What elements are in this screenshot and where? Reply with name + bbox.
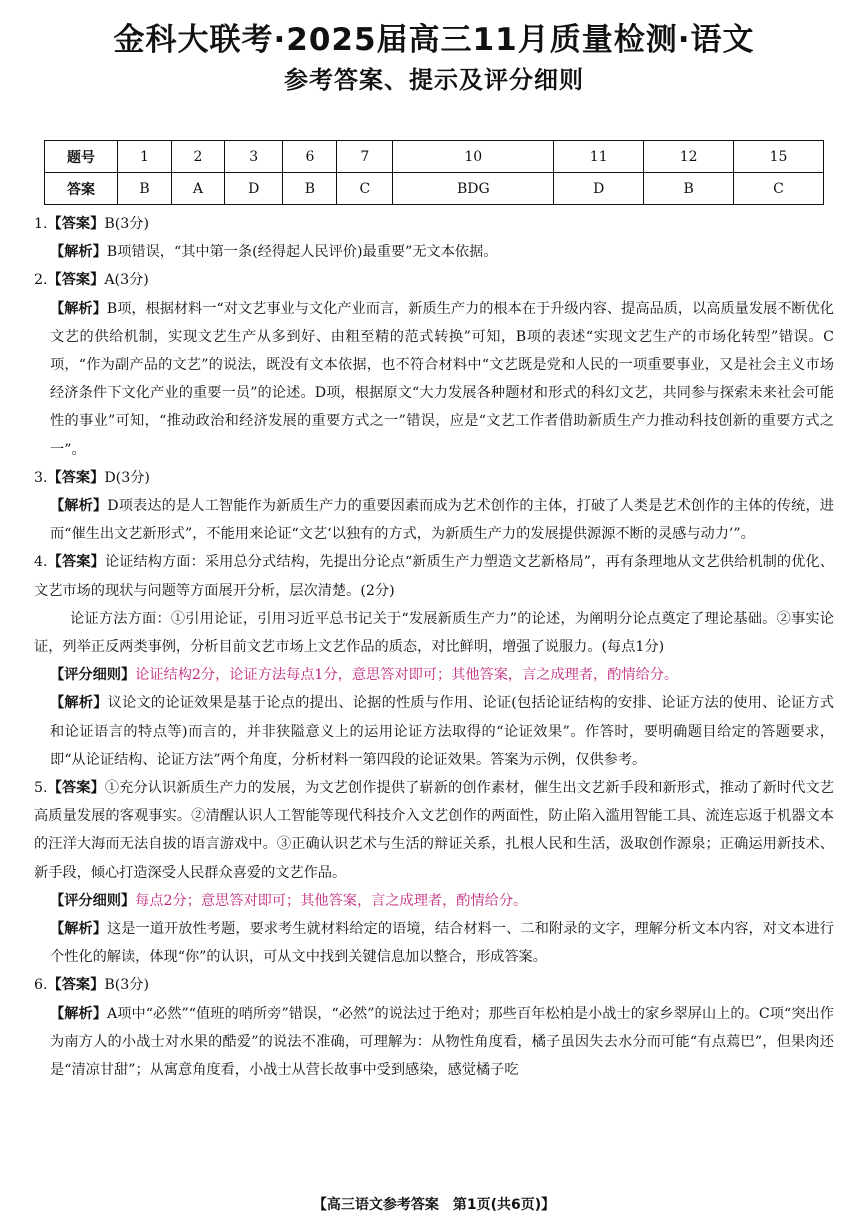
analysis-text: B项，根据材料一“对文艺事业与文化产业而言，新质生产力的根本在于升级内容、提高品质，以高质量发展不断优化文艺的供给机制，实现文艺生产从多到好、由粗至精的范式转换”可知，B项的表述“实现文艺生产的市场化转型”错误。C项，“作为副产品的文艺”的说法，既没有文本依据，也不符合材料中“文艺既是党和人民的一项重要事业，又是社会主义市场经济条件下文化产业的重要一员”的论述。D项，根据原文“大力发展各种题材和形式的科幻文艺，共同参与探索未来社会可能性的事业”可知，“推动政治和经济发展的重要方式之一”错误，应是“文艺工作者借助新质生产力推动科技创新的重要方式之一”。 [50,300,834,458]
table-cell: 12 [644,141,734,173]
question-number: 4. [34,554,48,571]
answer-text: 论证结构方面：采用总分式结构，先提出分论点“新质生产力塑造文艺新格局”，再有条理地从文艺供给机制的优化、文艺市场的现状与问题等方面展开分析，层次清楚。(2分) [34,554,834,599]
analysis-tag: 【解析】 [50,695,108,712]
scoring-text: 论证结构2分，论证方法每点1分，意思答对即可；其他答案，言之成理者，酌情给分。 [135,667,679,684]
analysis-text: D项表达的是人工智能作为新质生产力的重要因素而成为艺术创作的主体，打破了人类是艺术创作的主体的传统，进而“催生出文艺新形式”，不能用来论证“文艺‘以独有的方式，为新质生产力的发展提供源源不断的灵感与动力’”。 [50,498,834,543]
analysis-text: B项错误，“其中第一条(经得起人民评价)最重要”无文本依据。 [106,244,498,261]
table-cell: C [337,173,393,205]
page-footer: 【高三语文参考答案 第1页(共6页)】 [312,1197,556,1213]
table-cell: 15 [734,141,824,173]
answer-tag: 【答案】 [47,977,105,994]
analysis-text: 议论文的论证效果是基于论点的提出、论据的性质与作用、论证(包括论证结构的安排、论证方法的使用、论证方式和论证语言的特点等)而言的，并非狭隘意义上的运用论证方法取得的“论证效果”。作答时，要明确题目给定的答题要求，即“从论证结构、论证方法”两个角度，分析材料一第四段的论证效果。答案为示例，仅供参考。 [50,695,834,768]
q4-analysis [34,689,834,774]
table-cell: 3 [225,141,283,173]
q2-answer [34,266,834,294]
q3-answer [34,464,834,492]
table-header-question: 题号 [45,141,118,173]
q5-analysis [34,915,834,971]
q2-analysis [34,295,834,464]
answer-text: B(3分) [104,977,150,994]
page-title: 金科大联考·2025届高三11月质量检测·语文 [113,22,755,58]
answer-text: B(3分) [104,216,150,232]
table-cell: 7 [337,141,393,173]
question-number: 6. [34,977,48,994]
table-row-answers [45,173,824,205]
table-cell: D [225,173,283,205]
answer-content [34,210,834,1084]
scoring-tag: 【评分细则】 [50,892,136,909]
answer-text: A(3分) [104,272,149,289]
q3-analysis [34,492,834,548]
q4-answer [34,548,834,604]
answer-text: D(3分) [104,469,150,486]
q1-analysis [34,238,834,266]
table-cell: BDG [393,173,554,205]
table-cell: D [554,173,644,205]
answer-table [44,140,824,205]
answer-tag: 【答案】 [47,554,105,571]
table-cell: A [171,173,224,205]
table-cell: 11 [554,141,644,173]
q6-answer [34,971,834,999]
q6-analysis [34,1000,834,1085]
analysis-tag: 【解析】 [50,498,108,515]
scoring-text: 每点2分；意思答对即可；其他答案，言之成理者，酌情给分。 [135,892,528,909]
q4-scoring [34,661,834,689]
page-subtitle: 参考答案、提示及评分细则 [284,66,584,94]
table-cell: B [283,173,337,205]
table-cell: B [644,173,734,205]
table-cell: 10 [393,141,554,173]
question-number: 3. [34,469,48,486]
answer-text: ①充分认识新质生产力的发展，为文艺创作提供了崭新的创作素材，催生出文艺新手段和新形式，推动了新时代文艺高质量发展的客观事实。②清醒认识人工智能等现代科技介入文艺创作的两面性，防止陷入滥用智能工具、流连忘返于机器文本的汪洋大海而无法自拔的语言游戏中。③正确认识艺术与生活的辩证关系，扎根人民和生活，汲取创作源泉；正确运用新技术、新手段，倾心打造深受人民群众喜爱的文艺作品。 [34,780,834,881]
table-header-answer: 答案 [45,173,118,205]
answer-tag: 【答案】 [47,272,105,289]
q1-answer [34,210,834,238]
table-cell: C [734,173,824,205]
analysis-tag: 【解析】 [50,921,108,938]
analysis-tag: 【解析】 [50,244,107,261]
table-cell: 1 [118,141,172,173]
answer-tag: 【答案】 [47,216,105,232]
analysis-tag: 【解析】 [50,1005,107,1022]
question-number: 1. [34,216,48,232]
table-cell: 6 [283,141,337,173]
analysis-text: A项中“必然”“值班的哨所旁”错误，“必然”的说法过于绝对；那些百年松柏是小战士的家乡翠屏山上的。C项“突出作为南方人的小战士对水果的酷爱”的说法不准确，可理解为：从物性角度看，橘子虽因失去水分而可能“有点蔫巴”，但果肉还是“清凉甘甜”；从寓意角度看，小战士从营长故事中受到感染，感觉橘子吃 [50,1005,834,1079]
answer-tag: 【答案】 [47,469,105,486]
question-number: 5. [34,780,48,797]
answer-tag: 【答案】 [47,780,105,797]
q4-answer-continued: 论证方法方面：①引用论证，引用习近平总书记关于“发展新质生产力”的论述，为阐明分论点奠定了理论基础。②事实论证，列举正反两类事例，分析目前文艺市场上文艺作品的质态，对比鲜明，增强了说服力。(每点1分) [34,610,834,656]
table-cell: B [118,173,172,205]
table-cell: 2 [171,141,224,173]
analysis-text: 这是一道开放性考题，要求考生就材料给定的语境，结合材料一、二和附录的文字，理解分析文本内容，对文本进行个性化的解读，体现“你”的认识，可从文中找到关键信息加以整合，形成答案。 [50,921,834,966]
analysis-tag: 【解析】 [50,300,107,317]
question-number: 2. [34,272,48,289]
q5-answer [34,774,834,887]
scoring-tag: 【评分细则】 [50,667,136,684]
table-row-numbers [45,141,824,173]
q5-scoring [34,887,834,915]
